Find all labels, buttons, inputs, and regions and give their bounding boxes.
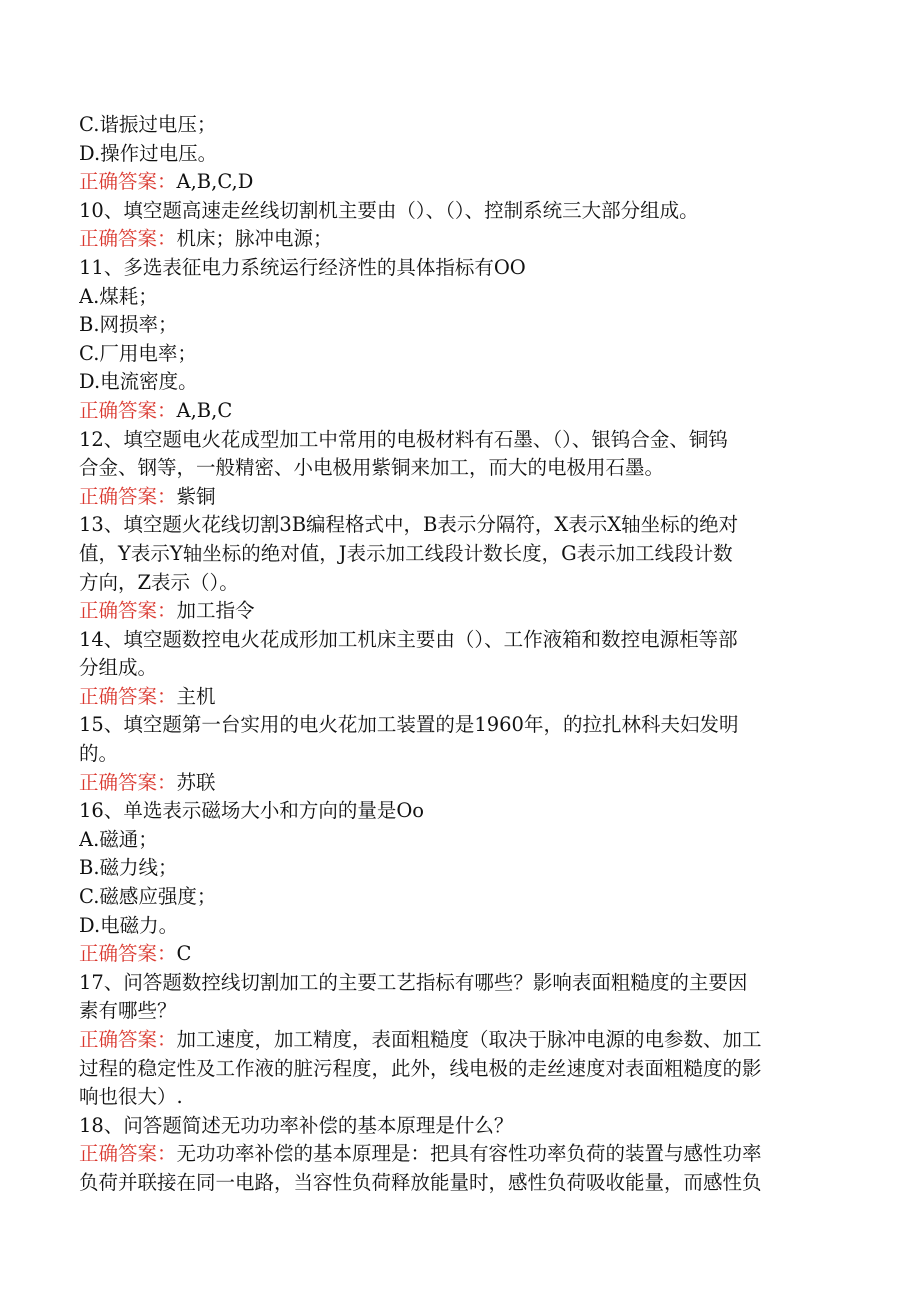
- answer-value: 无功功率补偿的基本原理是：把具有容性功率负荷的装置与感性功率: [176, 1142, 762, 1166]
- answer-line: [79, 1026, 841, 1055]
- answer-line: [79, 940, 841, 969]
- answer-line: [79, 168, 841, 197]
- text-line: 17、问答题数控线切割加工的主要工艺指标有哪些？影响表面粗糙度的主要因: [79, 970, 748, 994]
- text-line: 分组成。: [79, 656, 158, 680]
- answer-value: C: [176, 942, 192, 966]
- text-line: 11、多选表征电力系统运行经济性的具体指标有OO: [79, 255, 526, 279]
- answer-value: 苏联: [176, 770, 216, 794]
- answer-label: 正确答案：: [79, 170, 177, 194]
- answer-value: 主机: [176, 684, 216, 708]
- answer-label: 正确答案：: [79, 484, 177, 508]
- text-line: 18、问答题简述无功功率补偿的基本原理是什么？: [79, 1113, 514, 1137]
- text-line: 14、填空题数控电火花成形加工机床主要由（）、工作液箱和数控电源柜等部: [79, 627, 738, 651]
- answer-label: 正确答案：: [79, 1142, 177, 1166]
- answer-line: [79, 769, 841, 798]
- text-line: 15、填空题第一台实用的电火花加工装置的是1960年，的拉扎林科夫妇发明: [79, 713, 739, 737]
- answer-value: 加工速度，加工精度，表面粗糙度（取决于脉冲电源的电参数、加工: [176, 1028, 762, 1051]
- text-line: 13、填空题火花线切割3B编程格式中，B表示分隔符，X表示X轴坐标的绝对: [79, 513, 739, 537]
- text-line: 方向，Z表示（）。: [79, 570, 239, 594]
- text-line: A.煤耗；: [79, 284, 158, 308]
- answer-label: 正确答案：: [79, 770, 177, 794]
- answer-value: 机床；脉冲电源；: [176, 227, 333, 251]
- text-line: D.操作过电压。: [79, 141, 218, 165]
- answer-line: [79, 1140, 841, 1169]
- text-line: 响也很大）.: [79, 1085, 183, 1109]
- answer-line: [79, 683, 841, 712]
- answer-label: 正确答案：: [79, 1028, 177, 1051]
- text-line: B.磁力线；: [79, 856, 178, 880]
- answer-value: A,B,C,D: [176, 170, 254, 194]
- text-line: 的。: [79, 742, 119, 766]
- answer-line: [79, 597, 841, 626]
- text-line: 负荷并联接在同一电路，当容性负荷释放能量时，感性负荷吸收能量，而感性负: [79, 1170, 762, 1194]
- answer-label: 正确答案：: [79, 227, 177, 251]
- answer-value: A,B,C: [176, 398, 233, 422]
- answer-label: 正确答案：: [79, 942, 177, 966]
- text-line: 16、单选表示磁场大小和方向的量是Oo: [79, 799, 425, 823]
- text-line: 12、填空题电火花成型加工中常用的电极材料有石墨、（）、银钨合金、铜钨: [79, 427, 728, 451]
- text-line: 值，Y表示Y轴坐标的绝对值，J表示加工线段计数长度，G表示加工线段计数: [79, 541, 733, 565]
- answer-line: [79, 483, 841, 512]
- text-line: 素有哪些？: [79, 999, 177, 1023]
- text-line: 10、填空题高速走丝线切割机主要由（）、（）、控制系统三大部分组成。: [79, 198, 699, 222]
- text-line: 合金、钢等，一般精密、小电极用紫铜来加工，而大的电极用石墨。: [79, 456, 665, 480]
- text-line: B.网损率；: [79, 313, 178, 337]
- answer-label: 正确答案：: [79, 684, 177, 708]
- answer-value: 紫铜: [176, 484, 216, 508]
- answer-value: 加工指令: [176, 599, 255, 623]
- answer-line: [79, 225, 841, 254]
- document-body: [79, 111, 841, 1198]
- text-line: D.电流密度。: [79, 370, 198, 394]
- text-line: 过程的稳定性及工作液的脏污程度，此外，线电极的走丝速度对表面粗糙度的影: [79, 1056, 762, 1080]
- text-line: A.磁通；: [79, 827, 158, 851]
- answer-label: 正确答案：: [79, 599, 177, 623]
- answer-line: [79, 397, 841, 426]
- answer-label: 正确答案：: [79, 398, 177, 422]
- text-line: C.磁感应强度；: [79, 885, 217, 909]
- text-line: D.电磁力。: [79, 913, 179, 937]
- text-line: C.厂用电率；: [79, 341, 197, 365]
- text-line: C.谐振过电压；: [79, 113, 217, 136]
